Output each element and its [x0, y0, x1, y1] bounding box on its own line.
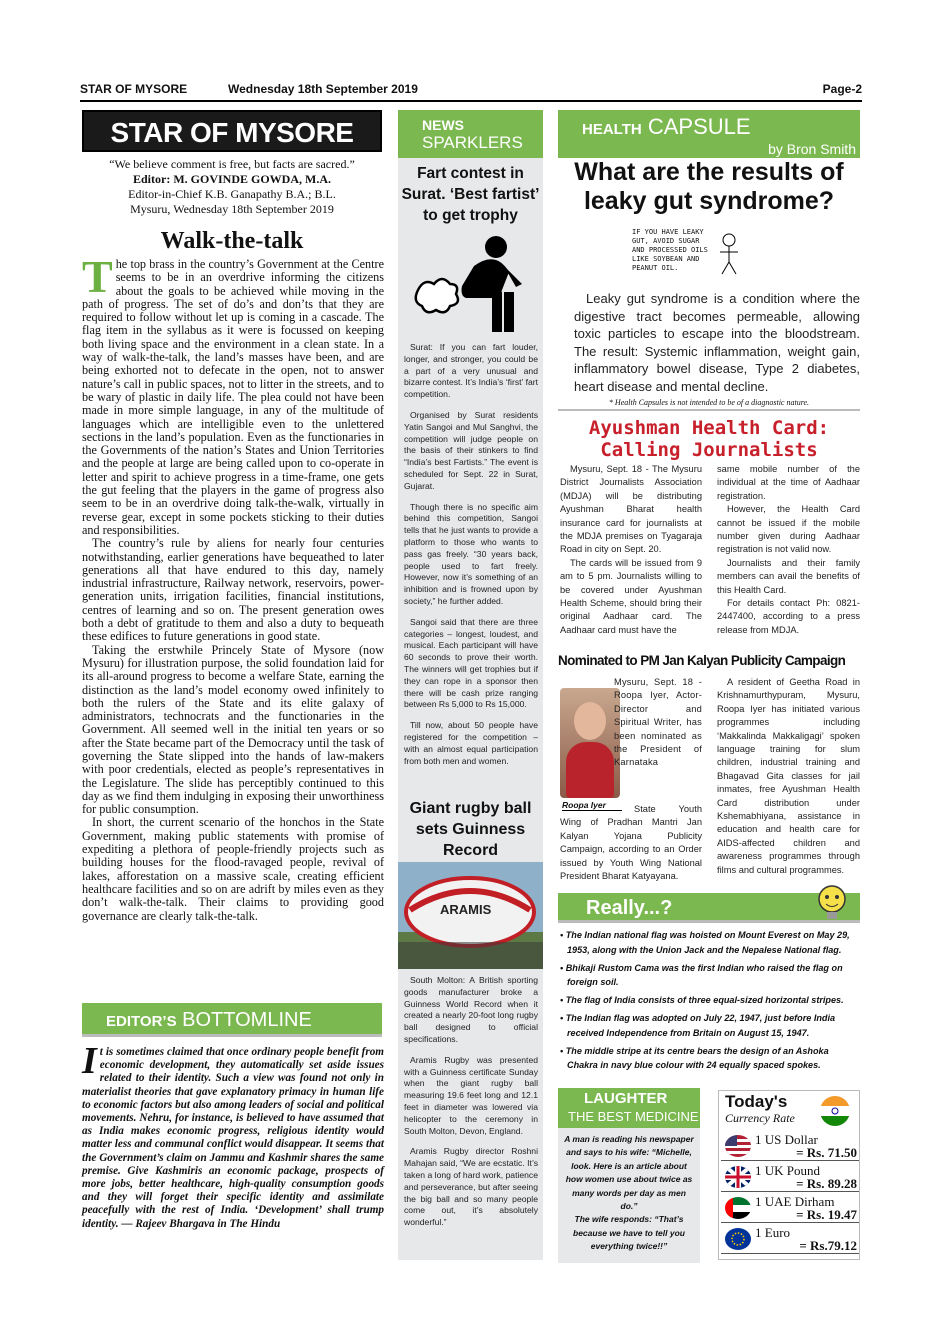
currency-name: 1 US Dollar	[755, 1132, 818, 1147]
stick-figure-icon	[714, 232, 744, 276]
rugby-title: Giant rugby ball sets Guinness Record	[409, 800, 532, 859]
rugby-p2: Aramis Rugby was presented with a Guinness certificate Sunday when the giant rugby ball measuring 19.6 feet long and 12.1 feet in diameter was lowered via helicopter to the ceremony in South Molton, Devon, England.	[404, 1054, 538, 1136]
issue-date: Wednesday 18th September 2019	[228, 82, 418, 96]
roopa-iyer-photo	[560, 688, 620, 798]
india-flag-icon	[819, 1095, 851, 1127]
really-item-3: The flag of India consists of three equal-sized horizontal stripes.	[565, 995, 844, 1006]
list-item: • The flag of India consists of three equal-sized horizontal stripes.	[560, 995, 844, 1006]
masthead-info	[82, 157, 382, 217]
currency-row	[721, 1224, 859, 1254]
uae-flag-icon	[725, 1197, 751, 1219]
really-list	[560, 928, 860, 1076]
fart-contest-body	[404, 342, 538, 776]
ayushman-p3: same mobile number of the individual at the time of Aadhaar registration.	[717, 464, 860, 501]
nominated-col1-rest: State Youth Wing of Pradhan Mantri Jan Kalyan Yojana Publicity Campaign, according to an Order issued by Youth Wing National President Bharat Katyayana.	[560, 804, 702, 882]
eu-flag-icon	[725, 1228, 751, 1250]
currency-name: 1 UK Pound	[755, 1163, 821, 1178]
fart-p3: Though there is no specific aim behind this competition, Sangoi tells that he just wants to provide a platform to those who wants to pass gas freely. “30 years back, people used to fart freely. However, now it’s something of an inhibition and is frowned upon by society,” he further added.	[404, 501, 538, 606]
bottomline-text: t is sometimes claimed that once ordinary people benefit from economic development, they automatically set aside issues related to their identity. Such a view was found not only in materialist theories that gave explanatory primacy in human life to economic factors but also among leaders of social and political movements. Nehru, for instance, is believed to have assumed that as India makes economic progress, religious identity would matter less and communal conflict would disappear. It seems that the Government’s claim on Jammu and Kashmir shares the same premise. Give Kashmiris an economic package, prospects of more jobs, better healthcare, high-quality consumption goods and they will forget their specific identity and assimilate peacefully with the rest of India. ‘Development’ shall trump identity. — Rajeev Bhargava in The Hindu	[82, 1046, 384, 1230]
editorial-p1: he top brass in the country’s Government at the Centre seems to be in an overdrive informing the citizens about the goals to be achieved while moving in the path of progress. The set of do’s and don’ts that they are required to follow without let up is coming in a cascade. The flag item in the syllabus as it were is focussed on keeping both living space and the environment in a clean state. In a way of walk-the-talk, the land’s masses have been, and are being exhorted not to defecate in the open, not to answer nature’s call in public spaces, not to litter in the streets, and to be wary of plastic in daily life. The plea could not have been made in more simple language, in any of the multitude of languages which are intelligible even to the unlettered sections in the land’s population. Even as the functionaries in the Governments of the nation’s States and Union Territories and the people at large are being called upon to co-operate in letter and spirit to achieve progress in a time-frame, one gets the gut feeling that the players in the game of progress also seem to be in an overdrive doing talk-the-walk, virtually in reverse gear, except in some pockets sticking to their duties and responsibilities.	[82, 257, 384, 537]
paper-name: STAR OF MYSORE	[80, 82, 188, 96]
ball-brand: ARAMIS	[440, 902, 492, 917]
list-item: • Bhikaji Rustom Cama was the first Indian who raised the flag on foreign soil.	[560, 962, 843, 988]
ayushman-col2	[717, 463, 860, 637]
fart-icon	[404, 232, 538, 336]
really-item-5: The middle stripe at its centre bears the design of an Ashoka Chakra in navy blue colour with 24 equally spaced spokes.	[565, 1045, 829, 1071]
nominated-title: Nominated to PM Jan Kalyan Publicity Campaign	[558, 653, 846, 668]
ayushman-p6: For details contact Ph: 0821-2447400, according to a press release from MDJA.	[717, 598, 860, 635]
page-number: Page-2	[822, 82, 862, 96]
bulb-icon	[812, 882, 852, 922]
divider	[558, 409, 860, 411]
rugby-body	[404, 975, 538, 1238]
fart-p2: Organised by Surat residents Yatin Sangoi and Mul Sanghvi, the competition will judge people on the basis of their stinkers to find “India’s best Fartists.” The event is scheduled for Sept. 22 in Surat, Gujarat.	[404, 409, 538, 491]
fart-contest-title: Fart contest in Surat. ‘Best fartist’ to get trophy	[401, 165, 540, 224]
health-byline: by Bron Smith	[768, 141, 856, 157]
health-title: What are the results of leaky gut syndrome?	[574, 158, 844, 215]
really-header: Really...?	[558, 893, 860, 923]
ayushman-title-1: Ayushman Health Card:	[588, 417, 830, 439]
laughter-head-b: THE BEST MEDICINE	[568, 1109, 699, 1124]
editorial-p3: Taking the erstwhile Princely State of Mysore (now Mysuru) for illustration purpose, the solid foundation laid for its all-around progress to become a welfare State, earning the distinction as the land’s model economy owed infinitely to both the rulers of the State and its elite galaxy of administrators, technocrats and the functionaries in the Government. All seemed well in the initial ten years or so after the State became part of the Democracy until the task of governing the State slipped into the hands of law-makers with poor credentials, elected as people’s representatives in the Legislature. The slide has perceptibly continued to this day as we find them indulging in exposing their unworthiness for public consumption.	[82, 642, 384, 817]
really-item-2: Bhikaji Rustom Cama was the first Indian who raised the flag on foreign soil.	[565, 962, 843, 988]
bottomline-body	[82, 1040, 384, 1231]
currency-row	[721, 1131, 859, 1161]
health-body: Leaky gut syndrome is a condition where the digestive tract becomes permeable, allowing toxic particles to escape into the bloodstream. The result: Systemic inflammation, weight gain, inflammatory bowel disease, Type 2 diabetes, heart disease and mental decline.	[574, 291, 860, 394]
health-head-b: CAPSULE	[647, 114, 751, 139]
rugby-p1: South Molton: A British sporting goods manufacturer broke a Guinness World Record when it created a nearly 20-foot long rugby ball designed to official specifications.	[404, 975, 538, 1044]
bottomline-head-a: EDITOR’S	[106, 1013, 177, 1030]
list-item: • The middle stripe at its centre bears the design of an Ashoka Chakra in navy blue colour with 24 equally spaced spokes.	[560, 1045, 829, 1071]
fart-p5: Till now, about 50 people have registered for the competition – with an almost equal participation from both men and women.	[404, 720, 538, 766]
currency-value: = Rs. 19.47	[796, 1207, 857, 1222]
sparklers-header	[398, 110, 543, 158]
drop-cap: T	[82, 251, 113, 302]
currency-box	[718, 1090, 860, 1260]
currency-value: = Rs. 71.50	[796, 1145, 857, 1160]
currency-title: Today's	[725, 1092, 788, 1111]
ayushman-p2: The cards will be issued from 9 am to 5 pm. Journalists willing to be covered under Ayushman Health Scheme, should bring their original Aadhaar card. The Aadhaar card must have the	[560, 557, 702, 635]
currency-name: 1 Euro	[755, 1225, 791, 1240]
currency-value: = Rs. 89.28	[796, 1176, 857, 1191]
sparklers-head-b: SPARKLERS	[422, 133, 523, 152]
ayushman-title	[558, 417, 860, 461]
ayushman-p5: Journalists and their family members can avail the benefits of this Health Card.	[717, 557, 860, 595]
fart-p1: Surat: If you can fart louder, longer, and stronger, you could be a part of a very unusual and bizarre contest. It’s India’s ‘first’ fart competition.	[404, 342, 538, 400]
laughter-head-a: LAUGHTER	[584, 1090, 668, 1107]
rugby-p3: Aramis Rugby director Roshni Mahajan said, “We are ecstatic. It’s taken a long of hard work, patience and perseverance, but after seeing the big ball and so many people come out, it’s absolutely wonderful.”	[404, 1146, 538, 1228]
cartoon-text: IF YOU HAVE LEAKY GUT, AVOID SUGAR AND PROCESSED OILS LIKE SOYBEAN AND PEANUT OIL.	[632, 228, 708, 272]
joke-punchline: The wife responds: “That’s because we have to tell you everything twice!!”	[573, 1214, 685, 1252]
editorial-p2: The country’s rule by aliens for nearly four centuries notwithstanding, earlier generations have bequeathed to later generations all that have endured to this day, namely industrial infrastructure, Railway network, reservoirs, power-generation units, irrigation facilities, financial institutions, centres of learning and so on. The present generation owes both a debt of gratitude to them and also a duty to bequeath these edifices to future generations in good state.	[82, 536, 384, 644]
fart-p4: Sangoi said that there are three categories – longest, loudest, and musical. Each participant will have 60 seconds to prove their worth. The winners will get trophies but if they can rope in a sponsor then there will be cash prize ranging between Rs 5,000 to Rs 15,000.	[404, 616, 538, 710]
list-item: • The Indian national flag was hoisted on Mount Everest on May 29, 1953, along with the Union Jack and the Nepalese National flag.	[560, 930, 850, 955]
laughter-header	[558, 1088, 700, 1128]
sparklers-head-a: NEWS	[422, 117, 464, 133]
ayushman-col1	[560, 463, 702, 637]
joke-setup: A man is reading his newspaper and says to his wife: “Michelle, look. Here is an article about how women use about twice as many words per day as men do.”	[564, 1134, 694, 1212]
currency-subtitle: Currency Rate	[725, 1111, 795, 1125]
health-head-a: HEALTH	[582, 121, 642, 138]
ayushman-p1: Mysuru, Sept. 18 - The Mysuru District Journalists Association (MDJA) will be distributing Ayushman Bharat health insurance card for journalists at the MDJA premises on Tyagaraja Road in city on Sept. 20.	[560, 464, 702, 555]
health-note: * Health Capsules is not intended to be of a diagnostic nature.	[608, 398, 810, 407]
us-flag-icon	[725, 1135, 751, 1157]
editorial-p4: In short, the current scenario of the honchos in the State Government, making public statements with promise of expediting a plethora of people-friendly projects such as building houses for the flood-ravaged people, revival of lakes, afforestation on a massive scale, creating efficient healthcare facilities and so on are adrift by miles even as they don’t walk-the-talk. Their claims to providing good governance are clearly talk-the-talk.	[82, 815, 384, 923]
bottomline-header	[82, 1003, 382, 1037]
photo-caption: Roopa Iyer	[562, 800, 622, 811]
health-cartoon	[632, 228, 746, 278]
nominated-lead: Mysuru, Sept. 18 -Roopa Iyer, Actor-Director and Spiritual Writer, has been nominated as the President of Karnataka	[614, 677, 702, 768]
bottomline-head-b: BOTTOMLINE	[182, 1009, 312, 1031]
really-item-1: The Indian national flag was hoisted on Mount Everest on May 29, 1953, along with the Union Jack and the Nepalese National flag.	[565, 930, 850, 955]
masthead-title: STAR OF MYSORE	[82, 110, 382, 152]
editorial-body	[82, 251, 384, 923]
editor-in-chief: Editor-in-Chief K.B. Ganapathy B.A.; B.L.	[128, 187, 336, 201]
nominated-col2: A resident of Geetha Road in Krishnamurthypuram, Mysuru, Roopa Iyer has initiated various programmes including ‘Makkalinda Makkaligagi’ spoken language training for slum children, industrial training and Bhagavad Gita classes for jail inmates, free Ayushman Health Card distribution under Kshemabhiyana, assistance in education and health care for AIDS-affected children and awareness programmes through films and cultural programmes.	[717, 677, 860, 875]
editorial-title: Walk-the-talk	[160, 228, 304, 254]
uk-flag-icon	[725, 1166, 751, 1188]
ayushman-title-2: Calling Journalists	[600, 439, 818, 461]
list-item: • The Indian flag was adopted on July 22, 1947, just before India received Independence from Britain on August 15, 1947.	[560, 1012, 836, 1038]
motto: “We believe comment is free, but facts are sacred.”	[109, 157, 355, 171]
health-header	[558, 110, 860, 158]
currency-value: = Rs.79.12	[799, 1238, 857, 1253]
bottomline-drop-cap: I	[82, 1040, 97, 1082]
page-header	[80, 80, 862, 102]
dateline: Mysuru, Wednesday 18th September 2019	[130, 202, 334, 216]
editor: Editor: M. GOVINDE GOWDA, M.A.	[133, 172, 331, 186]
laughter-text	[564, 1133, 694, 1254]
currency-row	[721, 1193, 859, 1223]
currency-row	[721, 1162, 859, 1192]
currency-name: 1 UAE Dirham	[755, 1194, 835, 1209]
really-item-4: The Indian flag was adopted on July 22, 1947, just before India received Independence from Britain on August 15, 1947.	[565, 1012, 836, 1038]
ayushman-p4: However, the Health Card cannot be issued if the mobile number given during Aadhaar registration is not valid now.	[717, 504, 860, 555]
